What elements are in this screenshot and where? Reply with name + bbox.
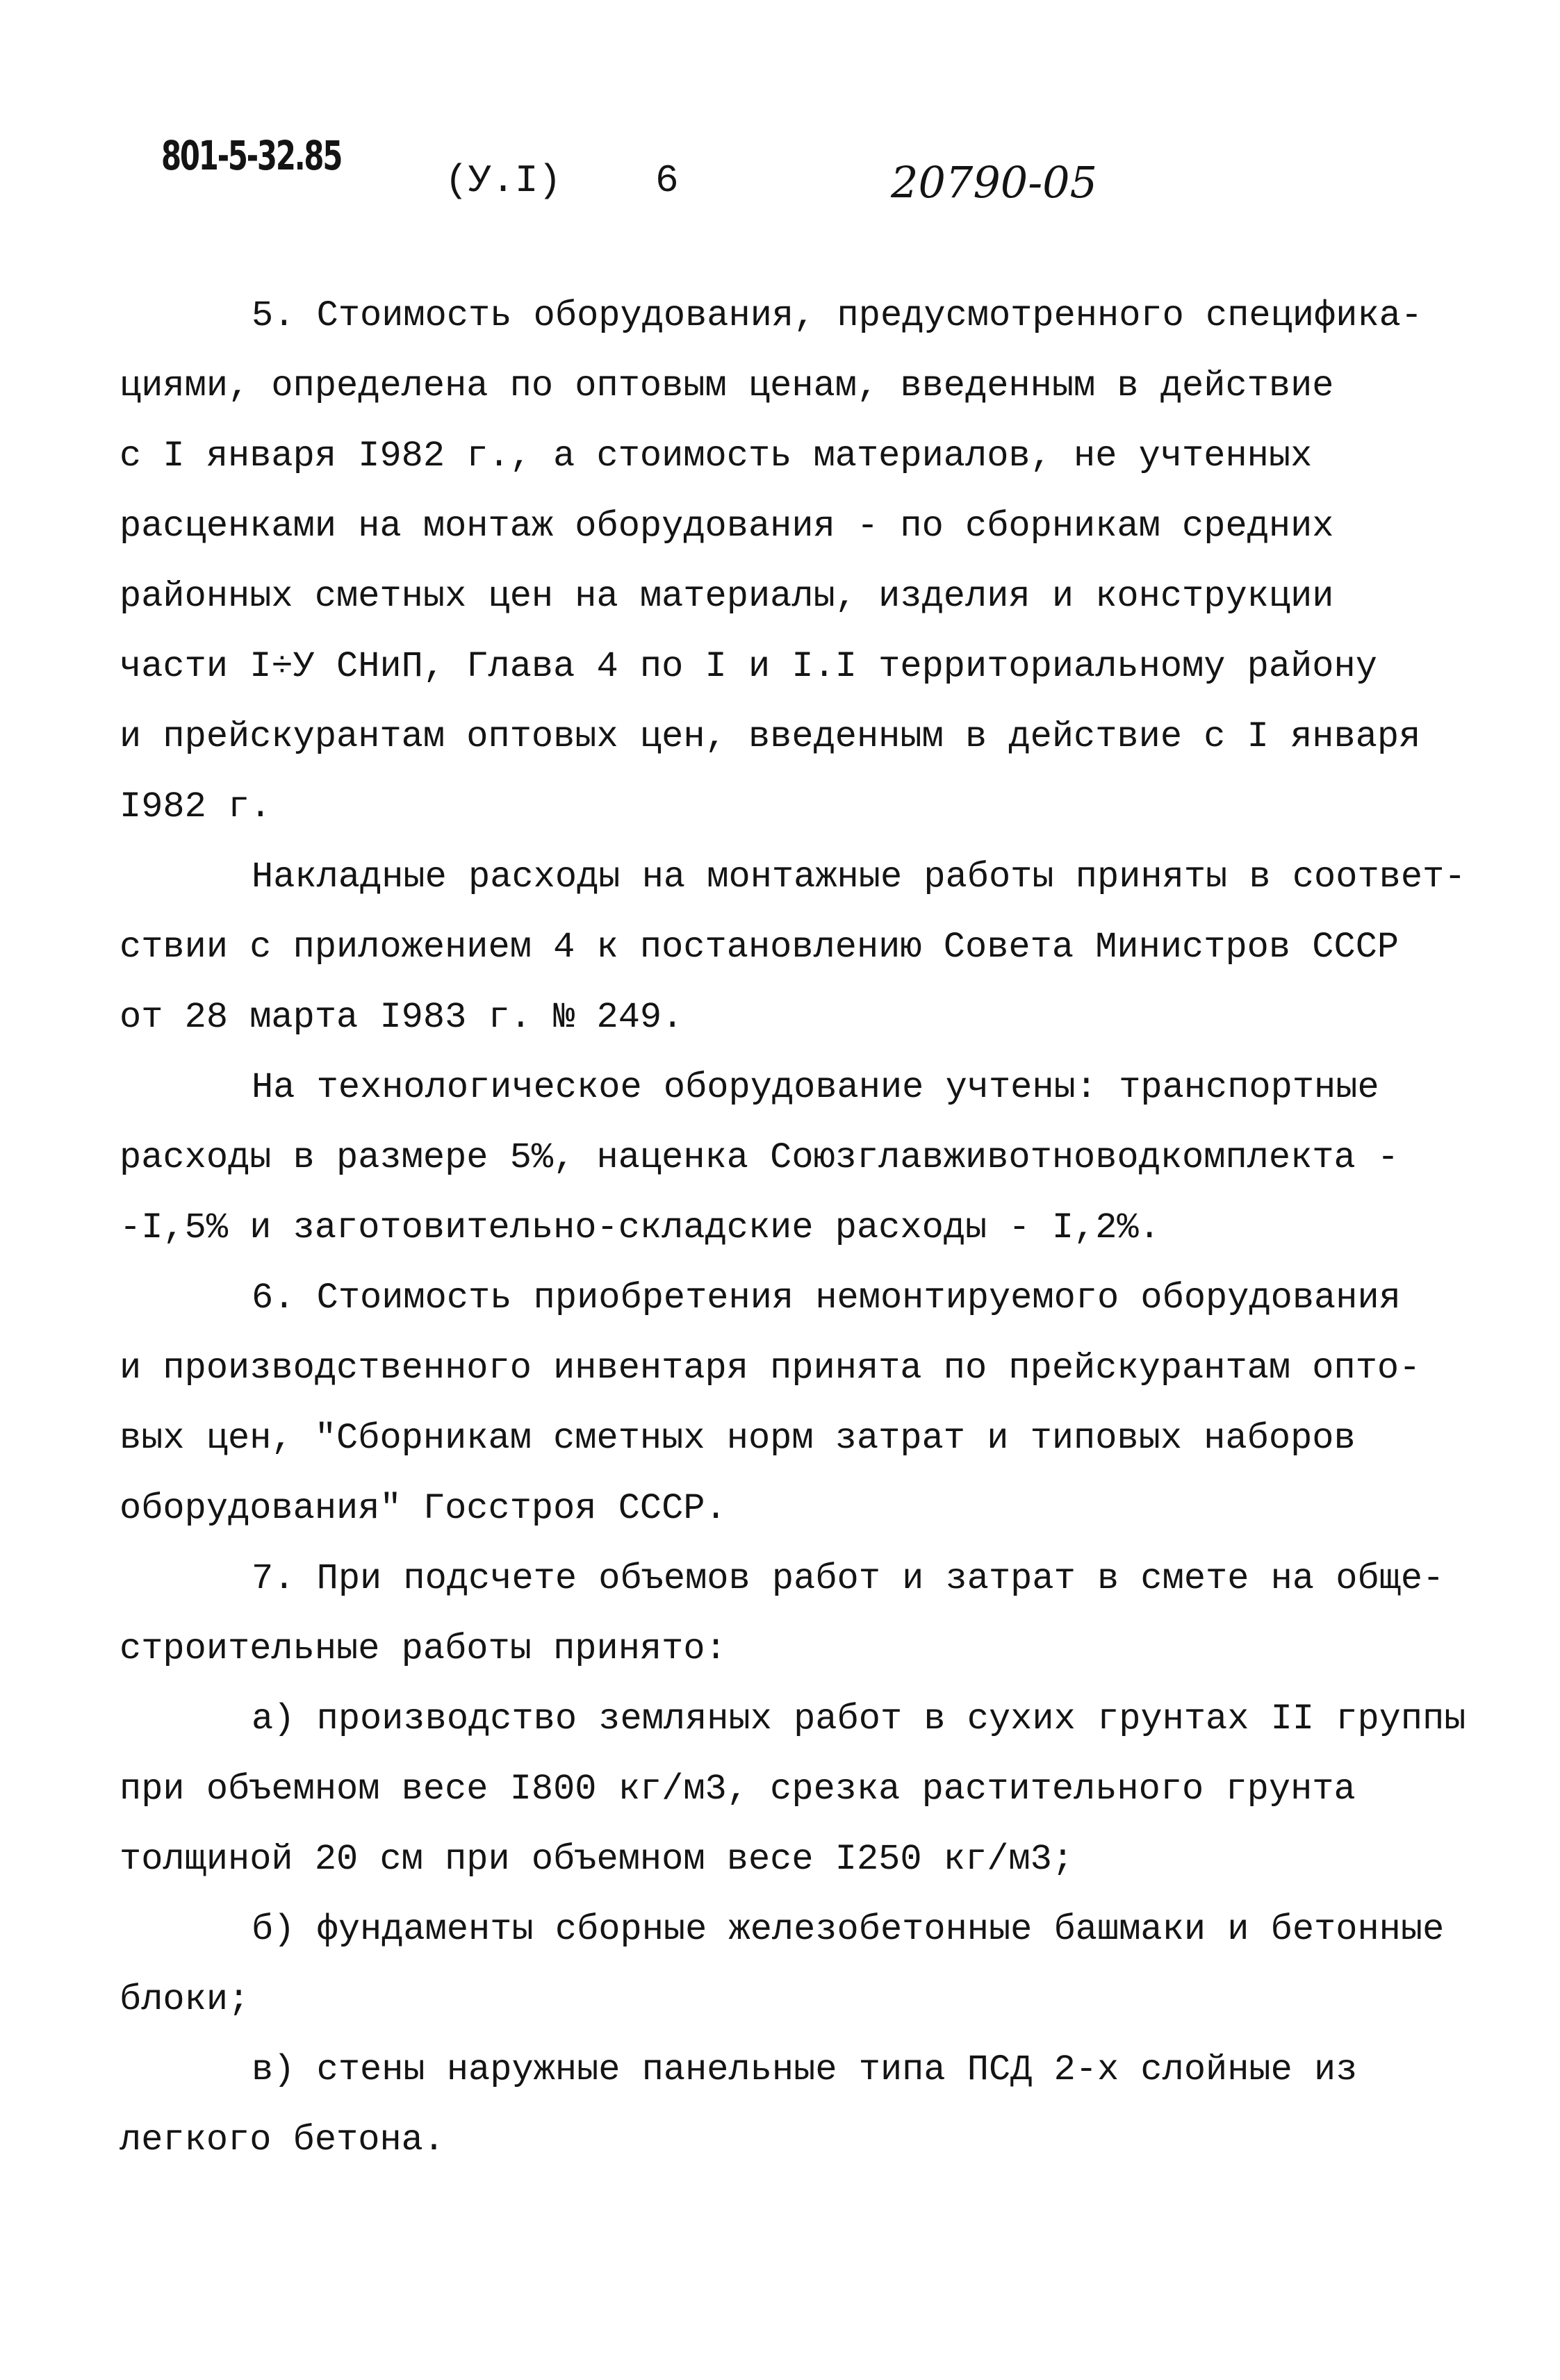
page-header bbox=[0, 132, 1560, 222]
text-line: 6. Стоимость приобретения немонтируемого оборудования bbox=[252, 1278, 1401, 1319]
page-number: 6 bbox=[655, 158, 679, 203]
text-line: вых цен, "Сборникам сметных норм затрат и типовых наборов bbox=[120, 1418, 1356, 1459]
text-line: На технологическое оборудование учтены: транспортные bbox=[252, 1067, 1379, 1108]
document-code: 801-5-32.85 bbox=[161, 132, 342, 179]
text-line: части I÷У СНиП, Глава 4 по I и I.I территориальному району bbox=[120, 646, 1377, 687]
text-line: оборудования" Госстроя СССР. bbox=[120, 1488, 727, 1529]
text-line: расценками на монтаж оборудования - по сборникам средних bbox=[120, 506, 1334, 547]
text-line: и производственного инвентаря принята по прейскурантам опто- bbox=[120, 1348, 1421, 1389]
text-line: блоки; bbox=[120, 1979, 250, 2020]
archive-number: 20790-05 bbox=[891, 157, 1098, 208]
text-line: толщиной 20 см при объемном весе I250 кг/м3; bbox=[120, 1839, 1074, 1880]
text-line: ствии с приложением 4 к постановлению Совета Министров СССР bbox=[120, 927, 1399, 968]
text-line: а) производство земляных работ в сухих грунтах II группы bbox=[252, 1699, 1466, 1739]
text-line: легкого бетона. bbox=[120, 2119, 445, 2160]
text-line: циями, определена по оптовым ценам, введенным в действие bbox=[120, 365, 1334, 406]
text-line: -I,5% и заготовительно-складские расходы - I,2%. bbox=[120, 1207, 1160, 1248]
text-line: от 28 марта I983 г. № 249. bbox=[120, 997, 684, 1038]
text-line: при объемном весе I800 кг/м3, срезка растительного грунта bbox=[120, 1769, 1356, 1810]
text-line: с I января I982 г., а стоимость материалов, не учтенных bbox=[120, 436, 1313, 477]
text-line: I982 г. bbox=[120, 786, 272, 827]
body-text bbox=[120, 281, 1466, 2175]
text-line: в) стены наружные панельные типа ПСД 2-х слойные из bbox=[252, 2049, 1358, 2090]
text-line: б) фундаменты сборные железобетонные башмаки и бетонные bbox=[252, 1909, 1445, 1950]
text-line: Накладные расходы на монтажные работы приняты в соответ- bbox=[252, 857, 1466, 898]
text-line: расходы в размере 5%, наценка Союзглавживотноводкомплекта - bbox=[120, 1137, 1399, 1178]
text-line: районных сметных цен на материалы, изделия и конструкции bbox=[120, 576, 1334, 617]
text-line: и прейскурантам оптовых цен, введенным в действие с I января bbox=[120, 716, 1421, 757]
text-line: 5. Стоимость оборудования, предусмотренного специфика- bbox=[252, 295, 1423, 336]
volume-label: (У.I) bbox=[445, 158, 562, 203]
text-line: строительные работы принято: bbox=[120, 1628, 727, 1669]
text-line: 7. При подсчете объемов работ и затрат в смете на обще- bbox=[252, 1558, 1445, 1599]
